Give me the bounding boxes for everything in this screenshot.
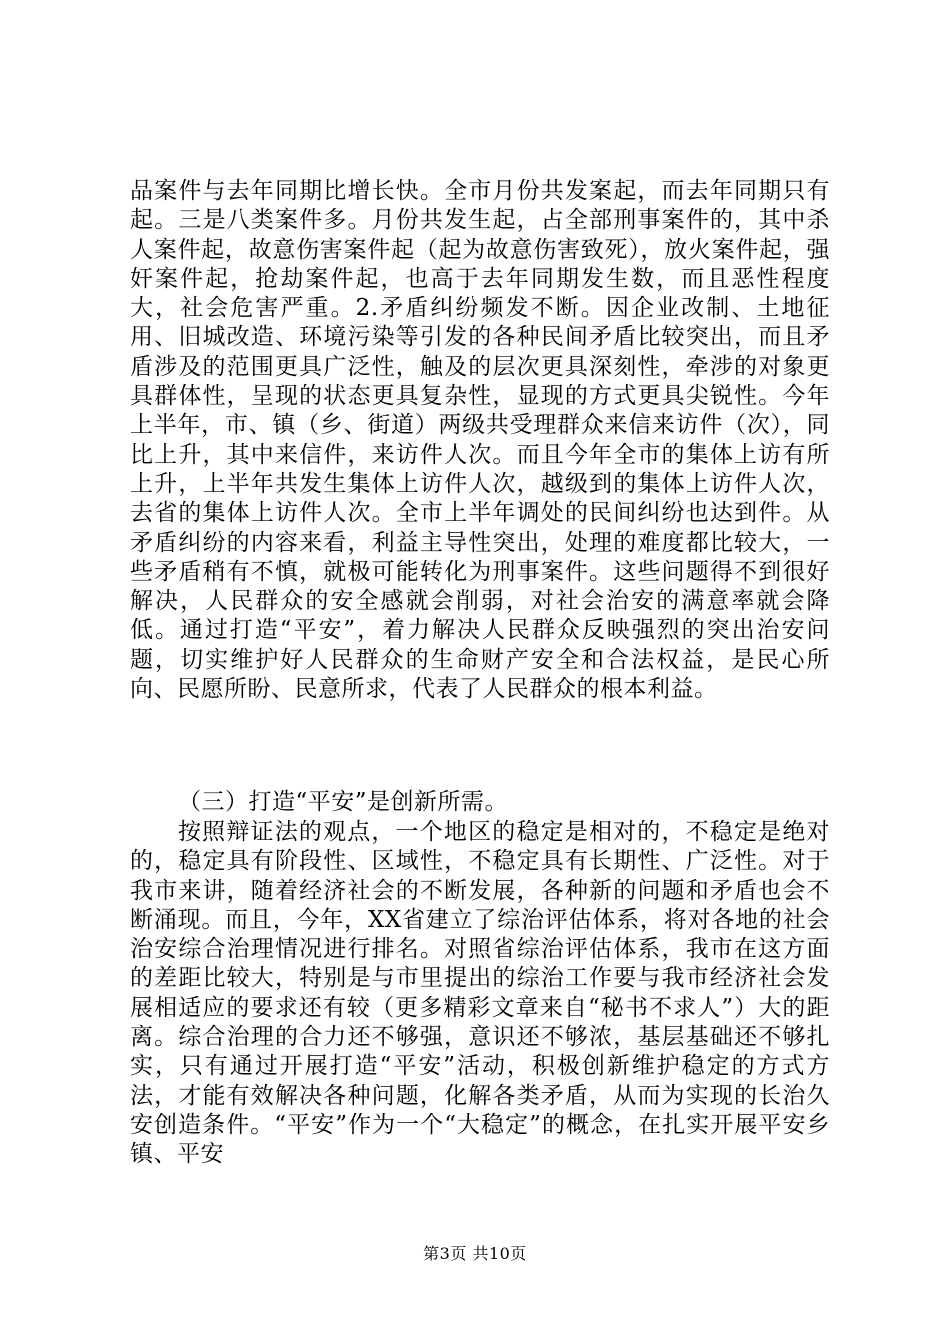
section-heading: （三）打造“平安”是创新所需。 (178, 789, 509, 815)
body-paragraph-2: 按照辩证法的观点，一个地区的稳定是相对的，不稳定是绝对的，稳定具有阶段性、区域性，不稳定具有长期性、广泛性。对于我市来讲，随着经济社会的不断发展，各种新的问题和矛盾也会不断涌现。而且，今年，XX省建立了综治评估体系，将对各地的社会治安综合治理情况进行排名。对照省综治评估体系，我市在这方面的差距比较大，特别是与市里提出的综治工作要与我市经济社会发展相适应的要求还有较（更多精彩文章来自“秘书不求人”）大的距离。综合治理的合力还不够强，意识还不够浓，基层基础还不够扎实，只有通过开展打造“平安”活动，积极创新维护稳定的方式方法，才能有效解决各种问题，化解各类矛盾，从而为实现的长治久安创造条件。“平安”作为一个“大稳定”的概念，在扎实开展平安乡镇、平安 (130, 819, 830, 1168)
page-footer: 第3页 共10页 (423, 1244, 527, 1263)
body-paragraph-1: 品案件与去年同期比增长快。全市月份共发案起，而去年同期只有起。三是八类案件多。月份共发生起，占全部刑事案件的，其中杀人案件起，故意伤害案件起（起为故意伤害致死），放火案件起，强奸案件起，抢劫案件起，也高于去年同期发生数，而且恶性程度大，社会危害严重。2.矛盾纠纷频发不断。因企业改制、土地征用、旧城改造、环境污染等引发的各种民间矛盾比较突出，而且矛盾涉及的范围更具广泛性，触及的层次更具深刻性，牵涉的对象更具群体性，呈现的状态更具复杂性，显现的方式更具尖锐性。今年上半年，市、镇（乡、街道）两级共受理群众来信来访件（次），同比上升，其中来信件，来访件人次。而且今年全市的集体上访有所上升，上半年共发生集体上访件人次，越级到的集体上访件人次，去省的集体上访件人次。全市上半年调处的民间纠纷也达到件。从矛盾纠纷的内容来看，利益主导性突出，处理的难度都比较大，一些矛盾稍有不慎，就极可能转化为刑事案件。这些问题得不到很好解决，人民群众的安全感就会削弱，对社会治安的满意率就会降低。通过打造“平安”，着力解决人民群众反映强烈的突出治安问题，切实维护好人民群众的生命财产安全和合法权益，是民心所向、民愿所盼、民意所求，代表了人民群众的根本利益。 (130, 178, 830, 703)
